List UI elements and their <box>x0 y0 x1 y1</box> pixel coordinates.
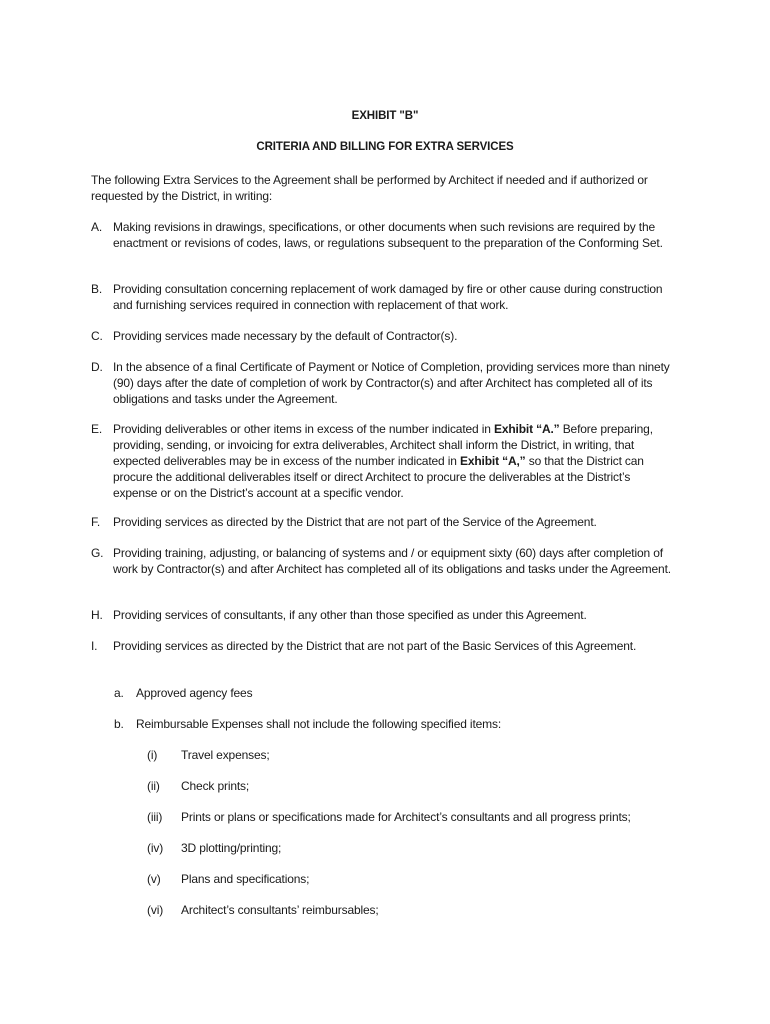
roman-item-iv <box>147 840 707 856</box>
roman-item-text: Check prints; <box>181 779 250 793</box>
text-run: Before preparing, providing, sending, or invoicing for extra deliverables, Architect shall inform the District, in writing, that expected deliverables may be in excess of the number indicated in <box>113 422 653 468</box>
list-item-text: Providing services of consultants, if any other than those specified as under this Agreement. <box>113 608 587 622</box>
text-run: so that the District can procure the additional deliverables itself or direct Architect to procure the deliverables at the District’s expense or on the District’s account at a specific vendor. <box>113 454 644 500</box>
list-marker: A. <box>91 220 103 234</box>
list-item-text: Providing services as directed by the District that are not part of the Basic Services of this Agreement. <box>113 639 637 653</box>
roman-marker: (ii) <box>147 779 160 793</box>
list-item-e <box>91 421 671 501</box>
list-item-text: Providing services as directed by the District that are not part of the Service of the Agreement. <box>113 515 597 529</box>
roman-marker: (iii) <box>147 810 163 824</box>
roman-item-i <box>147 747 707 763</box>
text-run: Providing deliverables or other items in excess of the number indicated in <box>113 422 494 436</box>
list-marker: C. <box>91 329 103 343</box>
list-marker: B. <box>91 282 103 296</box>
list-item-text: In the absence of a final Certificate of Payment or Notice of Completion, providing services more than ninety (90) days after the date of completion of work by Contractor(s) and after Architect has completed all of its obligations and tasks under the Agreement. <box>113 360 670 406</box>
list-marker: E. <box>91 422 103 436</box>
list-item-h <box>91 607 671 623</box>
sub-item-text: Reimbursable Expenses shall not include the following specified items: <box>136 717 502 731</box>
sub-marker: b. <box>114 717 124 731</box>
roman-marker: (i) <box>147 748 158 762</box>
list-item-c <box>91 328 671 344</box>
list-item-i <box>91 638 671 654</box>
roman-item-text: 3D plotting/printing; <box>181 841 282 855</box>
list-item-text <box>113 421 671 501</box>
exhibit-a-reference: Exhibit “A,” <box>459 454 526 468</box>
list-item-text: Providing services made necessary by the default of Contractor(s). <box>113 329 458 343</box>
list-marker: G. <box>91 546 104 560</box>
sub-item-b <box>114 716 674 732</box>
list-item-text: Providing training, adjusting, or balancing of systems and / or equipment sixty (60) days after completion of work by Contractor(s) and after Architect has completed all of its obligations and tasks under the Agreement. <box>113 546 671 576</box>
roman-item-v <box>147 871 707 887</box>
list-item-text: Making revisions in drawings, specifications, or other documents when such revisions are required by the enactment or revisions of codes, laws, or regulations subsequent to the preparation of the Conforming Set. <box>113 220 663 250</box>
list-item-f <box>91 514 671 530</box>
sub-marker: a. <box>114 686 124 700</box>
sub-item-text: Approved agency fees <box>136 686 253 700</box>
roman-marker: (vi) <box>147 903 164 917</box>
roman-item-vi <box>147 902 707 918</box>
sub-item-a <box>114 685 674 701</box>
list-item-a <box>91 219 671 251</box>
document-title: CRITERIA AND BILLING FOR EXTRA SERVICES <box>256 141 514 153</box>
list-marker: F. <box>91 515 101 529</box>
list-item-g <box>91 545 671 577</box>
list-item-b <box>91 281 671 313</box>
intro-paragraph: The following Extra Services to the Agreement shall be performed by Architect if needed and if authorized or requested by the District, in writing: <box>91 173 648 203</box>
roman-marker: (v) <box>147 872 161 886</box>
roman-item-text: Travel expenses; <box>181 748 270 762</box>
roman-item-iii <box>147 809 707 825</box>
list-item-d <box>91 359 671 407</box>
exhibit-a-reference: Exhibit “A.” <box>493 422 560 436</box>
roman-item-text: Architect’s consultants’ reimbursables; <box>181 903 379 917</box>
roman-marker: (iv) <box>147 841 164 855</box>
list-marker: I. <box>91 639 98 653</box>
list-marker: H. <box>91 608 103 622</box>
roman-item-text: Plans and specifications; <box>181 872 310 886</box>
list-marker: D. <box>91 360 103 374</box>
exhibit-heading: EXHIBIT "B" <box>351 110 419 122</box>
roman-item-text: Prints or plans or specifications made for Architect’s consultants and all progress prints; <box>181 810 631 824</box>
list-item-text: Providing consultation concerning replacement of work damaged by fire or other cause during construction and furnishing services required in connection with replacement of that work. <box>113 282 663 312</box>
roman-item-ii <box>147 778 707 794</box>
